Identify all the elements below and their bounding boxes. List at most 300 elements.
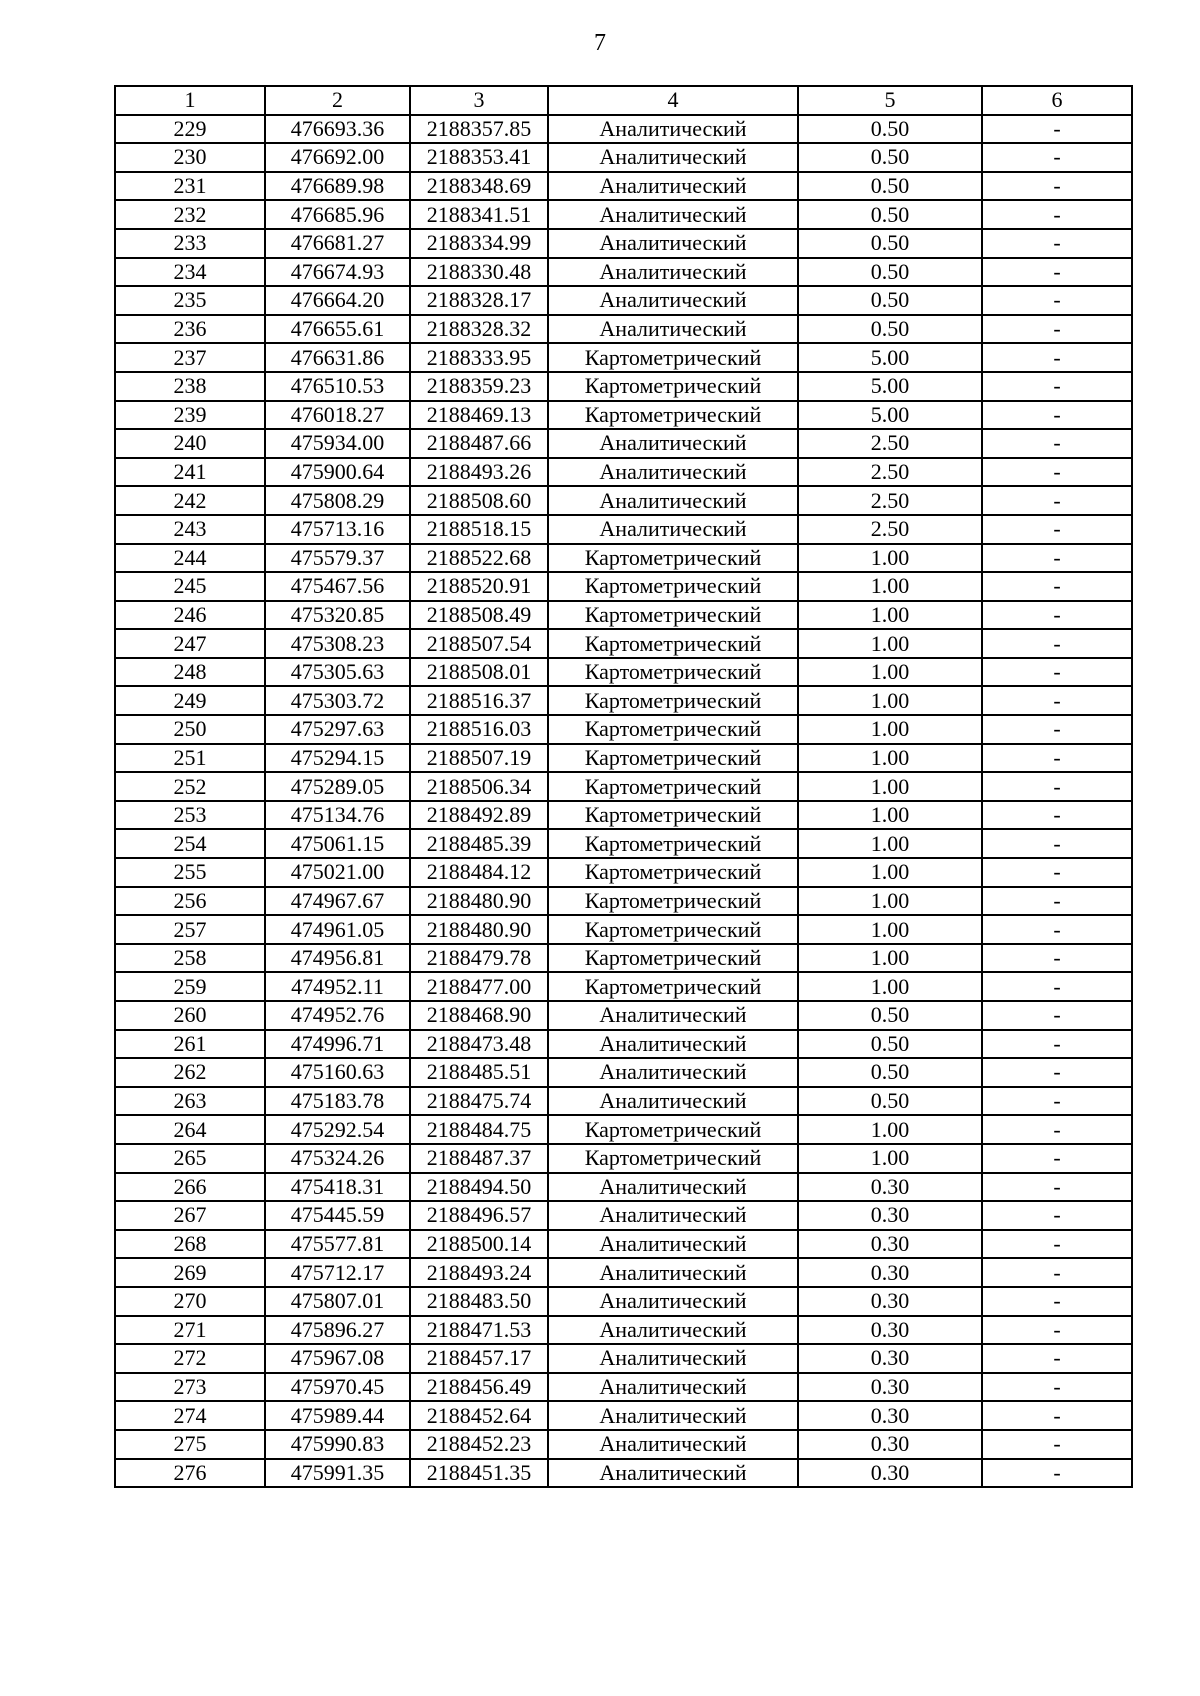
x-coordinate-cell: 475970.45 <box>265 1373 410 1402</box>
x-coordinate-cell: 475577.81 <box>265 1230 410 1259</box>
table-row <box>115 429 1132 458</box>
point-number-cell: 243 <box>115 515 265 544</box>
y-coordinate-cell: 2188485.51 <box>410 1058 548 1087</box>
y-coordinate-cell: 2188516.03 <box>410 715 548 744</box>
description-cell: - <box>982 1316 1132 1345</box>
x-coordinate-cell: 476692.00 <box>265 143 410 172</box>
accuracy-cell: 2.50 <box>798 486 982 515</box>
description-cell: - <box>982 1230 1132 1259</box>
method-cell: Картометрический <box>548 915 798 944</box>
description-cell: - <box>982 801 1132 830</box>
point-number-cell: 266 <box>115 1173 265 1202</box>
description-cell: - <box>982 715 1132 744</box>
point-number-cell: 270 <box>115 1287 265 1316</box>
description-cell: - <box>982 515 1132 544</box>
point-number-cell: 247 <box>115 629 265 658</box>
y-coordinate-cell: 2188468.90 <box>410 1001 548 1030</box>
point-number-cell: 244 <box>115 544 265 573</box>
method-cell: Аналитический <box>548 143 798 172</box>
description-cell: - <box>982 858 1132 887</box>
point-number-cell: 229 <box>115 115 265 144</box>
method-cell: Аналитический <box>548 172 798 201</box>
column-header: 6 <box>982 86 1132 115</box>
accuracy-cell: 5.00 <box>798 401 982 430</box>
description-cell: - <box>982 315 1132 344</box>
point-number-cell: 261 <box>115 1030 265 1059</box>
y-coordinate-cell: 2188487.66 <box>410 429 548 458</box>
description-cell: - <box>982 115 1132 144</box>
x-coordinate-cell: 475713.16 <box>265 515 410 544</box>
coordinates-table <box>114 85 1133 1488</box>
accuracy-cell: 0.50 <box>798 229 982 258</box>
method-cell: Аналитический <box>548 1373 798 1402</box>
table-row <box>115 1201 1132 1230</box>
description-cell: - <box>982 1401 1132 1430</box>
method-cell: Аналитический <box>548 429 798 458</box>
column-header: 5 <box>798 86 982 115</box>
table-row <box>115 915 1132 944</box>
accuracy-cell: 0.50 <box>798 200 982 229</box>
description-cell: - <box>982 229 1132 258</box>
x-coordinate-cell: 475991.35 <box>265 1459 410 1488</box>
x-coordinate-cell: 475445.59 <box>265 1201 410 1230</box>
y-coordinate-cell: 2188508.49 <box>410 601 548 630</box>
description-cell: - <box>982 458 1132 487</box>
point-number-cell: 239 <box>115 401 265 430</box>
method-cell: Аналитический <box>548 1230 798 1259</box>
accuracy-cell: 0.50 <box>798 315 982 344</box>
table-row <box>115 143 1132 172</box>
x-coordinate-cell: 475967.08 <box>265 1344 410 1373</box>
accuracy-cell: 1.00 <box>798 944 982 973</box>
y-coordinate-cell: 2188480.90 <box>410 915 548 944</box>
table-row <box>115 1401 1132 1430</box>
point-number-cell: 231 <box>115 172 265 201</box>
x-coordinate-cell: 475989.44 <box>265 1401 410 1430</box>
accuracy-cell: 0.50 <box>798 172 982 201</box>
description-cell: - <box>982 686 1132 715</box>
description-cell: - <box>982 601 1132 630</box>
point-number-cell: 250 <box>115 715 265 744</box>
description-cell: - <box>982 1030 1132 1059</box>
description-cell: - <box>982 1001 1132 1030</box>
description-cell: - <box>982 1115 1132 1144</box>
x-coordinate-cell: 475579.37 <box>265 544 410 573</box>
method-cell: Картометрический <box>548 829 798 858</box>
description-cell: - <box>982 829 1132 858</box>
accuracy-cell: 0.50 <box>798 143 982 172</box>
x-coordinate-cell: 475467.56 <box>265 572 410 601</box>
accuracy-cell: 0.30 <box>798 1201 982 1230</box>
y-coordinate-cell: 2188328.32 <box>410 315 548 344</box>
table-row <box>115 1001 1132 1030</box>
accuracy-cell: 2.50 <box>798 429 982 458</box>
y-coordinate-cell: 2188457.17 <box>410 1344 548 1373</box>
y-coordinate-cell: 2188473.48 <box>410 1030 548 1059</box>
method-cell: Картометрический <box>548 972 798 1001</box>
table-row <box>115 629 1132 658</box>
description-cell: - <box>982 286 1132 315</box>
point-number-cell: 248 <box>115 658 265 687</box>
table-row <box>115 258 1132 287</box>
point-number-cell: 258 <box>115 944 265 973</box>
table-row <box>115 772 1132 801</box>
x-coordinate-cell: 475183.78 <box>265 1087 410 1116</box>
method-cell: Картометрический <box>548 572 798 601</box>
x-coordinate-cell: 476689.98 <box>265 172 410 201</box>
table-row <box>115 1344 1132 1373</box>
accuracy-cell: 0.30 <box>798 1230 982 1259</box>
method-cell: Картометрический <box>548 715 798 744</box>
accuracy-cell: 0.50 <box>798 1001 982 1030</box>
method-cell: Аналитический <box>548 1258 798 1287</box>
point-number-cell: 238 <box>115 372 265 401</box>
table-row <box>115 1087 1132 1116</box>
description-cell: - <box>982 658 1132 687</box>
description-cell: - <box>982 1430 1132 1459</box>
table-row <box>115 1373 1132 1402</box>
y-coordinate-cell: 2188479.78 <box>410 944 548 973</box>
table-row <box>115 515 1132 544</box>
column-header: 4 <box>548 86 798 115</box>
method-cell: Аналитический <box>548 515 798 544</box>
y-coordinate-cell: 2188469.13 <box>410 401 548 430</box>
accuracy-cell: 5.00 <box>798 372 982 401</box>
y-coordinate-cell: 2188493.24 <box>410 1258 548 1287</box>
point-number-cell: 259 <box>115 972 265 1001</box>
point-number-cell: 236 <box>115 315 265 344</box>
y-coordinate-cell: 2188477.00 <box>410 972 548 1001</box>
x-coordinate-cell: 476681.27 <box>265 229 410 258</box>
x-coordinate-cell: 476018.27 <box>265 401 410 430</box>
description-cell: - <box>982 772 1132 801</box>
accuracy-cell: 1.00 <box>798 1144 982 1173</box>
accuracy-cell: 1.00 <box>798 658 982 687</box>
method-cell: Картометрический <box>548 544 798 573</box>
y-coordinate-cell: 2188328.17 <box>410 286 548 315</box>
accuracy-cell: 1.00 <box>798 1115 982 1144</box>
x-coordinate-cell: 476631.86 <box>265 343 410 372</box>
x-coordinate-cell: 475320.85 <box>265 601 410 630</box>
accuracy-cell: 1.00 <box>798 887 982 916</box>
accuracy-cell: 1.00 <box>798 744 982 773</box>
y-coordinate-cell: 2188357.85 <box>410 115 548 144</box>
x-coordinate-cell: 475303.72 <box>265 686 410 715</box>
x-coordinate-cell: 474952.11 <box>265 972 410 1001</box>
y-coordinate-cell: 2188508.01 <box>410 658 548 687</box>
description-cell: - <box>982 1258 1132 1287</box>
y-coordinate-cell: 2188494.50 <box>410 1173 548 1202</box>
method-cell: Картометрический <box>548 401 798 430</box>
point-number-cell: 256 <box>115 887 265 916</box>
y-coordinate-cell: 2188518.15 <box>410 515 548 544</box>
y-coordinate-cell: 2188452.64 <box>410 1401 548 1430</box>
y-coordinate-cell: 2188341.51 <box>410 200 548 229</box>
method-cell: Картометрический <box>548 372 798 401</box>
x-coordinate-cell: 475061.15 <box>265 829 410 858</box>
method-cell: Аналитический <box>548 258 798 287</box>
y-coordinate-cell: 2188500.14 <box>410 1230 548 1259</box>
x-coordinate-cell: 476674.93 <box>265 258 410 287</box>
table-row <box>115 887 1132 916</box>
table-row <box>115 1058 1132 1087</box>
method-cell: Картометрический <box>548 858 798 887</box>
point-number-cell: 254 <box>115 829 265 858</box>
point-number-cell: 264 <box>115 1115 265 1144</box>
point-number-cell: 260 <box>115 1001 265 1030</box>
y-coordinate-cell: 2188475.74 <box>410 1087 548 1116</box>
description-cell: - <box>982 1173 1132 1202</box>
accuracy-cell: 1.00 <box>798 829 982 858</box>
description-cell: - <box>982 143 1132 172</box>
method-cell: Аналитический <box>548 1087 798 1116</box>
method-cell: Картометрический <box>548 944 798 973</box>
description-cell: - <box>982 1144 1132 1173</box>
description-cell: - <box>982 887 1132 916</box>
table-row <box>115 1287 1132 1316</box>
x-coordinate-cell: 475160.63 <box>265 1058 410 1087</box>
method-cell: Аналитический <box>548 486 798 515</box>
description-cell: - <box>982 429 1132 458</box>
point-number-cell: 249 <box>115 686 265 715</box>
y-coordinate-cell: 2188330.48 <box>410 258 548 287</box>
table-row <box>115 715 1132 744</box>
x-coordinate-cell: 475297.63 <box>265 715 410 744</box>
point-number-cell: 237 <box>115 343 265 372</box>
y-coordinate-cell: 2188484.12 <box>410 858 548 887</box>
y-coordinate-cell: 2188493.26 <box>410 458 548 487</box>
point-number-cell: 275 <box>115 1430 265 1459</box>
description-cell: - <box>982 1459 1132 1488</box>
description-cell: - <box>982 172 1132 201</box>
table-row <box>115 944 1132 973</box>
y-coordinate-cell: 2188334.99 <box>410 229 548 258</box>
y-coordinate-cell: 2188333.95 <box>410 343 548 372</box>
x-coordinate-cell: 475324.26 <box>265 1144 410 1173</box>
point-number-cell: 274 <box>115 1401 265 1430</box>
accuracy-cell: 0.30 <box>798 1459 982 1488</box>
table-row <box>115 486 1132 515</box>
accuracy-cell: 1.00 <box>798 686 982 715</box>
table-row <box>115 801 1132 830</box>
accuracy-cell: 0.30 <box>798 1430 982 1459</box>
point-number-cell: 232 <box>115 200 265 229</box>
method-cell: Аналитический <box>548 1430 798 1459</box>
table-row <box>115 1316 1132 1345</box>
method-cell: Картометрический <box>548 601 798 630</box>
accuracy-cell: 0.30 <box>798 1344 982 1373</box>
y-coordinate-cell: 2188520.91 <box>410 572 548 601</box>
x-coordinate-cell: 475900.64 <box>265 458 410 487</box>
description-cell: - <box>982 486 1132 515</box>
method-cell: Картометрический <box>548 744 798 773</box>
y-coordinate-cell: 2188452.23 <box>410 1430 548 1459</box>
method-cell: Аналитический <box>548 200 798 229</box>
table-row <box>115 1430 1132 1459</box>
method-cell: Картометрический <box>548 1144 798 1173</box>
table-row <box>115 972 1132 1001</box>
description-cell: - <box>982 744 1132 773</box>
table-row <box>115 601 1132 630</box>
method-cell: Аналитический <box>548 458 798 487</box>
method-cell: Аналитический <box>548 1201 798 1230</box>
accuracy-cell: 5.00 <box>798 343 982 372</box>
table-row <box>115 401 1132 430</box>
accuracy-cell: 0.30 <box>798 1258 982 1287</box>
accuracy-cell: 0.50 <box>798 258 982 287</box>
x-coordinate-cell: 475134.76 <box>265 801 410 830</box>
point-number-cell: 235 <box>115 286 265 315</box>
description-cell: - <box>982 343 1132 372</box>
table-row <box>115 1144 1132 1173</box>
description-cell: - <box>982 544 1132 573</box>
point-number-cell: 240 <box>115 429 265 458</box>
table-header-row <box>115 86 1132 115</box>
y-coordinate-cell: 2188487.37 <box>410 1144 548 1173</box>
method-cell: Аналитический <box>548 1173 798 1202</box>
y-coordinate-cell: 2188492.89 <box>410 801 548 830</box>
table-row <box>115 686 1132 715</box>
point-number-cell: 242 <box>115 486 265 515</box>
table-row <box>115 315 1132 344</box>
y-coordinate-cell: 2188507.19 <box>410 744 548 773</box>
description-cell: - <box>982 572 1132 601</box>
y-coordinate-cell: 2188484.75 <box>410 1115 548 1144</box>
x-coordinate-cell: 475289.05 <box>265 772 410 801</box>
table-row <box>115 1115 1132 1144</box>
table-row <box>115 572 1132 601</box>
method-cell: Аналитический <box>548 1401 798 1430</box>
point-number-cell: 276 <box>115 1459 265 1488</box>
method-cell: Картометрический <box>548 887 798 916</box>
x-coordinate-cell: 476685.96 <box>265 200 410 229</box>
accuracy-cell: 1.00 <box>798 772 982 801</box>
description-cell: - <box>982 258 1132 287</box>
table-row <box>115 343 1132 372</box>
method-cell: Картометрический <box>548 658 798 687</box>
point-number-cell: 230 <box>115 143 265 172</box>
accuracy-cell: 2.50 <box>798 515 982 544</box>
point-number-cell: 245 <box>115 572 265 601</box>
accuracy-cell: 1.00 <box>798 601 982 630</box>
point-number-cell: 253 <box>115 801 265 830</box>
column-header: 3 <box>410 86 548 115</box>
table-body <box>115 115 1132 1488</box>
method-cell: Аналитический <box>548 1030 798 1059</box>
x-coordinate-cell: 476510.53 <box>265 372 410 401</box>
description-cell: - <box>982 372 1132 401</box>
method-cell: Картометрический <box>548 686 798 715</box>
y-coordinate-cell: 2188483.50 <box>410 1287 548 1316</box>
method-cell: Аналитический <box>548 1459 798 1488</box>
accuracy-cell: 0.50 <box>798 1087 982 1116</box>
y-coordinate-cell: 2188359.23 <box>410 372 548 401</box>
point-number-cell: 273 <box>115 1373 265 1402</box>
x-coordinate-cell: 475712.17 <box>265 1258 410 1287</box>
description-cell: - <box>982 1058 1132 1087</box>
accuracy-cell: 0.30 <box>798 1373 982 1402</box>
description-cell: - <box>982 401 1132 430</box>
description-cell: - <box>982 915 1132 944</box>
accuracy-cell: 0.50 <box>798 1030 982 1059</box>
y-coordinate-cell: 2188507.54 <box>410 629 548 658</box>
description-cell: - <box>982 629 1132 658</box>
method-cell: Аналитический <box>548 1344 798 1373</box>
method-cell: Картометрический <box>548 629 798 658</box>
accuracy-cell: 0.50 <box>798 286 982 315</box>
point-number-cell: 257 <box>115 915 265 944</box>
y-coordinate-cell: 2188508.60 <box>410 486 548 515</box>
point-number-cell: 255 <box>115 858 265 887</box>
x-coordinate-cell: 474956.81 <box>265 944 410 973</box>
accuracy-cell: 1.00 <box>798 715 982 744</box>
y-coordinate-cell: 2188353.41 <box>410 143 548 172</box>
x-coordinate-cell: 475808.29 <box>265 486 410 515</box>
x-coordinate-cell: 475292.54 <box>265 1115 410 1144</box>
description-cell: - <box>982 972 1132 1001</box>
table-row <box>115 200 1132 229</box>
point-number-cell: 265 <box>115 1144 265 1173</box>
x-coordinate-cell: 476664.20 <box>265 286 410 315</box>
description-cell: - <box>982 944 1132 973</box>
point-number-cell: 234 <box>115 258 265 287</box>
point-number-cell: 251 <box>115 744 265 773</box>
y-coordinate-cell: 2188496.57 <box>410 1201 548 1230</box>
y-coordinate-cell: 2188516.37 <box>410 686 548 715</box>
y-coordinate-cell: 2188456.49 <box>410 1373 548 1402</box>
accuracy-cell: 1.00 <box>798 801 982 830</box>
table-row <box>115 172 1132 201</box>
x-coordinate-cell: 474996.71 <box>265 1030 410 1059</box>
point-number-cell: 272 <box>115 1344 265 1373</box>
x-coordinate-cell: 475305.63 <box>265 658 410 687</box>
y-coordinate-cell: 2188480.90 <box>410 887 548 916</box>
accuracy-cell: 1.00 <box>798 915 982 944</box>
point-number-cell: 262 <box>115 1058 265 1087</box>
description-cell: - <box>982 200 1132 229</box>
column-header: 1 <box>115 86 265 115</box>
point-number-cell: 246 <box>115 601 265 630</box>
method-cell: Аналитический <box>548 115 798 144</box>
accuracy-cell: 1.00 <box>798 572 982 601</box>
point-number-cell: 267 <box>115 1201 265 1230</box>
method-cell: Аналитический <box>548 229 798 258</box>
column-header: 2 <box>265 86 410 115</box>
method-cell: Аналитический <box>548 1316 798 1345</box>
x-coordinate-cell: 475990.83 <box>265 1430 410 1459</box>
method-cell: Аналитический <box>548 315 798 344</box>
table-row <box>115 658 1132 687</box>
x-coordinate-cell: 475418.31 <box>265 1173 410 1202</box>
y-coordinate-cell: 2188485.39 <box>410 829 548 858</box>
x-coordinate-cell: 476693.36 <box>265 115 410 144</box>
y-coordinate-cell: 2188506.34 <box>410 772 548 801</box>
point-number-cell: 263 <box>115 1087 265 1116</box>
accuracy-cell: 0.30 <box>798 1401 982 1430</box>
page-number: 7 <box>594 30 606 56</box>
description-cell: - <box>982 1344 1132 1373</box>
table-row <box>115 286 1132 315</box>
table-row <box>115 858 1132 887</box>
table-row <box>115 372 1132 401</box>
table-row <box>115 544 1132 573</box>
description-cell: - <box>982 1087 1132 1116</box>
x-coordinate-cell: 474967.67 <box>265 887 410 916</box>
accuracy-cell: 1.00 <box>798 629 982 658</box>
table-row <box>115 829 1132 858</box>
x-coordinate-cell: 475807.01 <box>265 1287 410 1316</box>
accuracy-cell: 0.50 <box>798 1058 982 1087</box>
